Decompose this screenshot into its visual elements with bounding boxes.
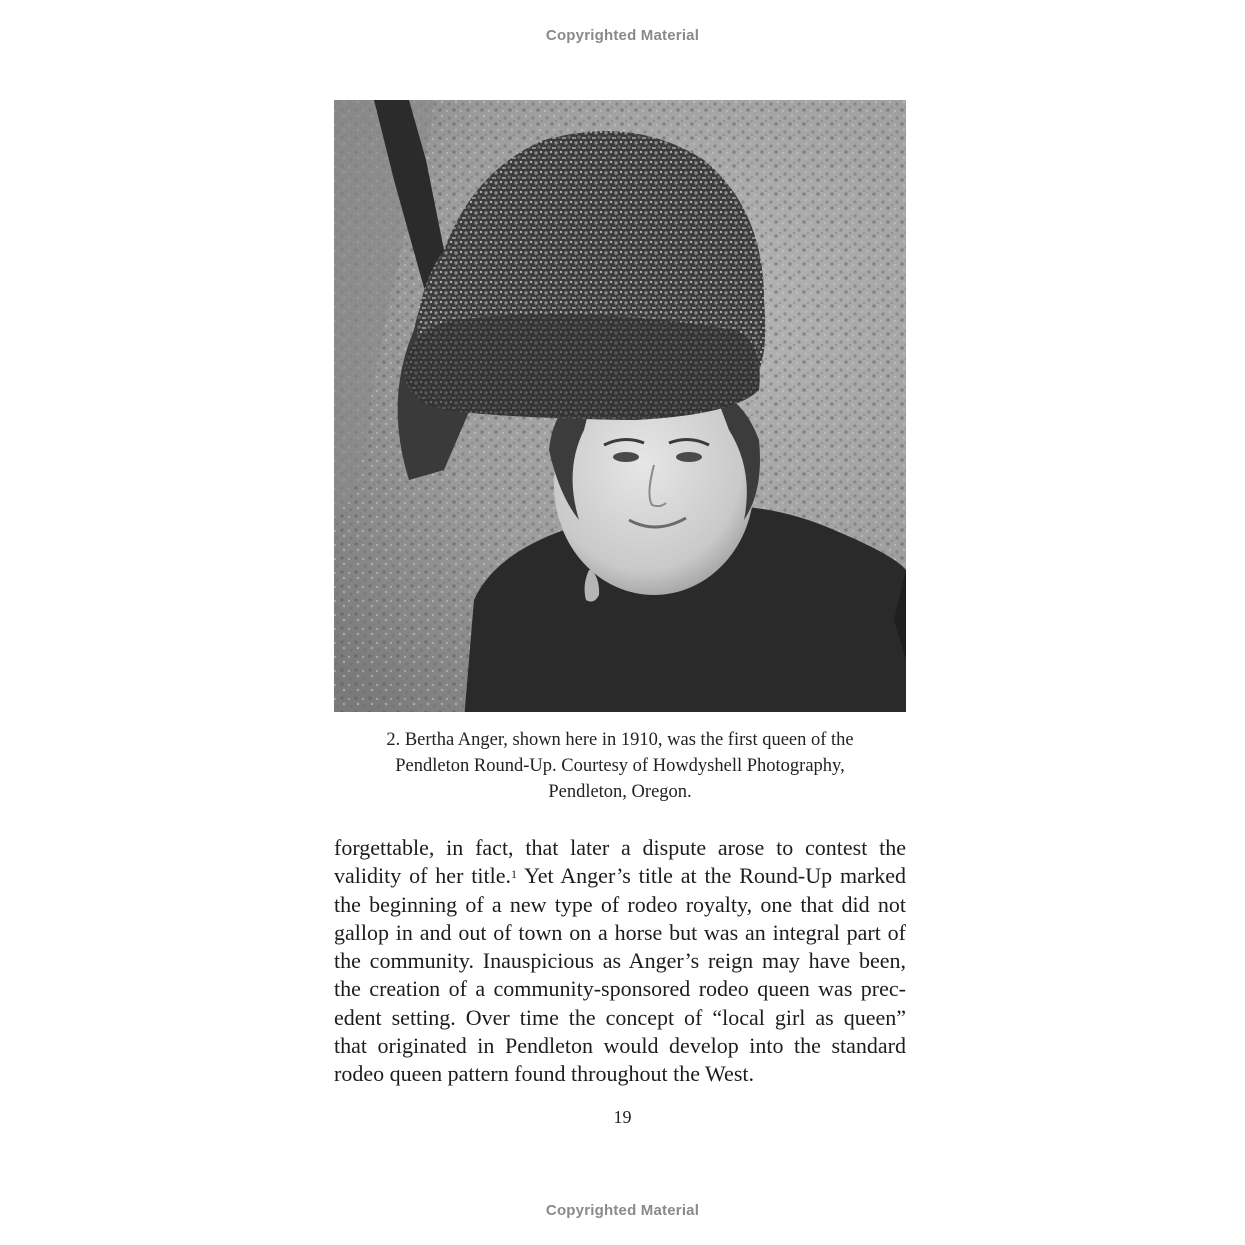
copyright-watermark-bottom: Copyrighted Material xyxy=(545,1202,700,1219)
portrait-photo xyxy=(334,100,906,712)
copyright-watermark-top: Copyrighted Material xyxy=(545,27,700,44)
body-line: the beginning of a new type of rodeo royalty, one that did not xyxy=(334,891,906,917)
figure-caption xyxy=(334,727,906,805)
portrait-illustration xyxy=(334,100,906,712)
body-line: that originated in Pendleton would develop into the standard xyxy=(334,1033,906,1059)
body-line: rodeo queen pattern found throughout the West. xyxy=(334,1061,754,1087)
caption-line: Pendleton, Oregon. xyxy=(548,782,692,802)
body-line: the creation of a community-sponsored rodeo queen was prec- xyxy=(334,976,906,1002)
footnote-marker[interactable]: 1 xyxy=(511,867,517,882)
body-paragraph xyxy=(334,834,906,1089)
body-line: gallop in and out of town on a horse but was an integral part of xyxy=(334,919,906,945)
caption-line: 2. Bertha Anger, shown here in 1910, was the first queen of the xyxy=(386,730,854,750)
page-number: 19 xyxy=(613,1107,632,1127)
body-text-segment: Yet Anger’s title at the Round-Up marked xyxy=(517,863,906,889)
body-line: forgettable, in fact, that later a dispute arose to contest the xyxy=(334,835,906,860)
body-line: edent setting. Over time the concept of “local girl as queen” xyxy=(334,1004,906,1030)
body-text-segment: validity of her title. xyxy=(334,863,511,889)
body-line: the community. Inauspicious as Anger’s reign may have been, xyxy=(334,948,906,974)
body-line xyxy=(334,862,906,890)
caption-line: Pendleton Round-Up. Courtesy of Howdyshell Photography, xyxy=(395,756,845,776)
